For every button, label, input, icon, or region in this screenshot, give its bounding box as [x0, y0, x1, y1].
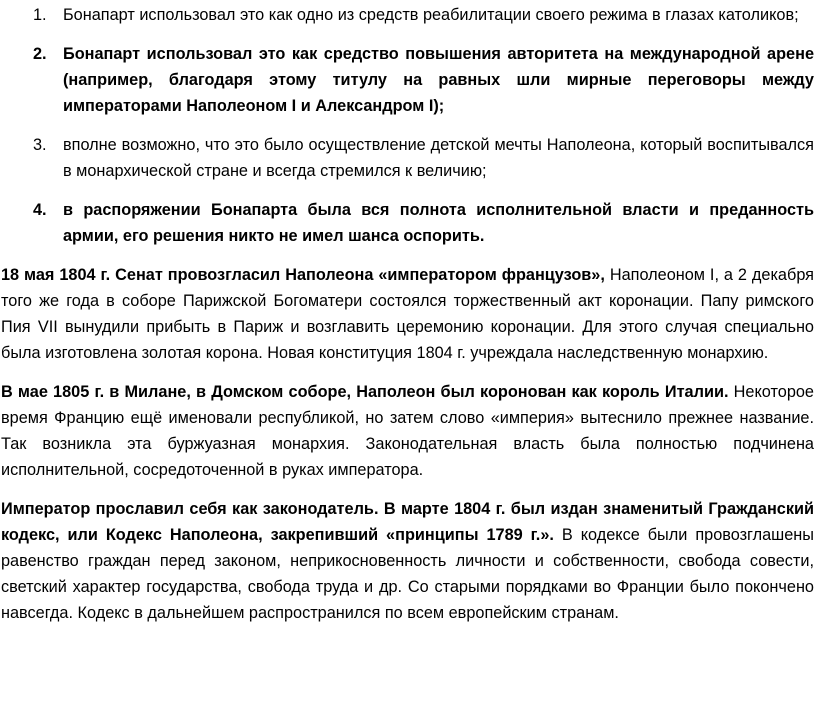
paragraph-lead: В мае 1805 г. в Милане, в Домском соборе, Наполеон был коронован как король Италии.: [1, 383, 729, 401]
list-item-text: Бонапарт использовал это как одно из средств реабилитации своего режима в глазах католиков;: [63, 6, 799, 24]
numbered-list: [1, 2, 814, 249]
list-item-text: вполне возможно, что это было осуществление детской мечты Наполеона, который воспитывался в монархической стране и всегда стремился к величию;: [63, 136, 814, 180]
paragraph-civil-code: [1, 496, 814, 626]
list-item-text: в распоряжении Бонапарта была вся полнота исполнительной власти и преданность армии, его решения никто не имел шанса оспорить.: [63, 201, 814, 245]
paragraph-lead: Император прославил себя как законодатель. В марте 1804 г. был издан знаменитый Гражданский кодекс, или Кодекс Наполеона, закрепивший «принципы 1789 г.».: [1, 500, 814, 544]
paragraph-lead: 18 мая 1804 г. Сенат провозгласил Наполеона «императором французов»,: [1, 266, 605, 284]
paragraph-body: Некоторое время Францию ещё именовали республикой, но затем слово «империя» вытеснило прежнее название. Так возникла эта буржуазная монархия. Законодательная власть была полностью подчинена исполнительной, сосредоточенной в руках императора.: [1, 383, 814, 479]
paragraph-italy: [1, 379, 814, 483]
list-item: [33, 41, 814, 119]
paragraph-body: Наполеоном I, а 2 декабря того же года в соборе Парижской Богоматери состоялся торжественный акт коронации. Папу римского Пия VII вынудили прибыть в Париж и возглавить церемонию коронации. Для этого случая специально была изготовлена золотая корона. Новая конституция 1804 г. учреждала наследственную монархию.: [1, 266, 815, 362]
list-item: [33, 197, 814, 249]
list-item-number: 3.: [33, 136, 47, 154]
paragraph-body: В кодексе были провозглашены равенство граждан перед законом, неприкосновенность личности и собственности, свобода совести, светский характер государства, свобода труда и др. Со старыми порядками во Франции было покончено навсегда. Кодекс в дальнейшем распространился по всем европейским странам.: [1, 526, 814, 622]
list-item: [33, 132, 814, 184]
list-item-number: 1.: [33, 6, 47, 24]
list-item-text: Бонапарт использовал это как средство повышения авторитета на международной арене (например, благодаря этому титулу на равных шли мирные переговоры между императорами Наполеоном I и Александром I);: [63, 45, 814, 115]
list-item-number: 4.: [33, 201, 47, 219]
paragraph-coronation: [1, 262, 814, 366]
list-item-number: 2.: [33, 45, 47, 63]
list-item: [33, 2, 814, 28]
